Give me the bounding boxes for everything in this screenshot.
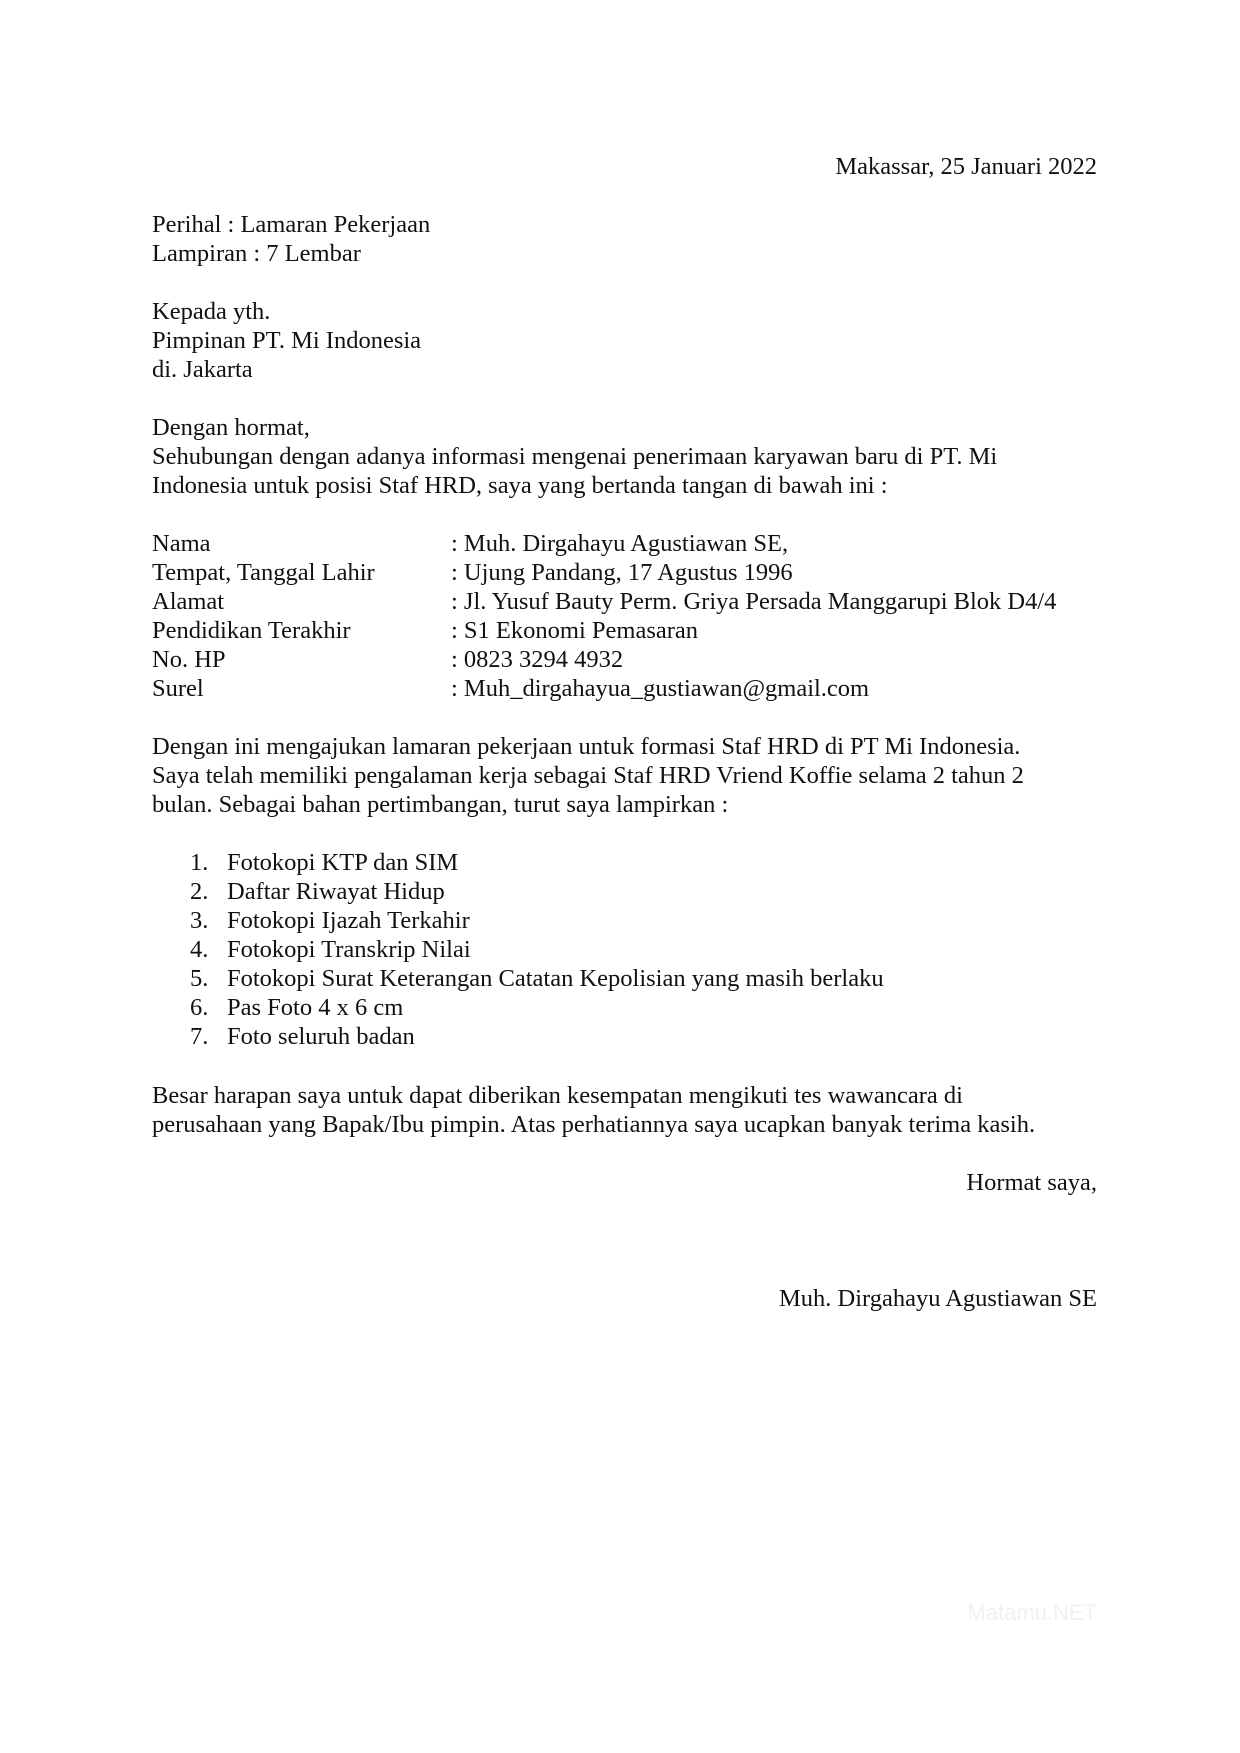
watermark: Matamu.NET — [967, 1600, 1097, 1625]
salutation: Hormat saya, — [966, 1169, 1097, 1196]
list-number: 5. — [190, 965, 209, 992]
list-text: Fotokopi KTP dan SIM — [227, 849, 459, 876]
info-row-birth — [152, 558, 1092, 587]
list-text: Daftar Riwayat Hidup — [227, 878, 445, 905]
info-label: Alamat — [152, 588, 225, 615]
list-item — [152, 1022, 1092, 1051]
info-value: : Ujung Pandang, 17 Agustus 1996 — [451, 559, 793, 586]
list-text: Fotokopi Transkrip Nilai — [227, 936, 471, 963]
list-number: 7. — [190, 1023, 209, 1050]
list-text: Fotokopi Ijazah Terkahir — [227, 907, 470, 934]
intro-line-2: Indonesia untuk posisi Staf HRD, saya yang bertanda tangan di bawah ini : — [152, 472, 888, 499]
list-number: 2. — [190, 878, 209, 905]
info-row-name — [152, 529, 1092, 558]
list-item — [152, 877, 1092, 906]
body-line-2: Saya telah memiliki pengalaman kerja sebagai Staf HRD Vriend Koffie selama 2 tahun 2 — [152, 762, 1024, 789]
info-value: : S1 Ekonomi Pemasaran — [451, 617, 699, 644]
recipient-line-2: Pimpinan PT. Mi Indonesia — [152, 327, 422, 354]
info-value: : Muh. Dirgahayu Agustiawan SE, — [451, 530, 789, 557]
info-label: Surel — [152, 675, 204, 702]
signature-name: Muh. Dirgahayu Agustiawan SE — [778, 1285, 1097, 1312]
info-label: No. HP — [152, 646, 226, 673]
place-date: Makassar, 25 Januari 2022 — [835, 153, 1097, 180]
info-label: Nama — [152, 530, 211, 557]
info-row-phone — [152, 645, 1092, 674]
body-line-1: Dengan ini mengajukan lamaran pekerjaan untuk formasi Staf HRD di PT Mi Indonesia. — [152, 733, 1021, 760]
attachment-list — [152, 848, 1092, 1051]
info-row-address — [152, 587, 1092, 616]
list-text: Pas Foto 4 x 6 cm — [227, 994, 404, 1021]
recipient-line-1: Kepada yth. — [152, 298, 271, 325]
info-row-education — [152, 616, 1092, 645]
info-value: : Muh_dirgahayua_gustiawan@gmail.com — [451, 675, 870, 702]
attachment-count-line: Lampiran : 7 Lembar — [152, 240, 361, 267]
info-row-email — [152, 674, 1092, 703]
subject-line: Perihal : Lamaran Pekerjaan — [152, 211, 431, 238]
closing-line-1: Besar harapan saya untuk dapat diberikan kesempatan mengikuti tes wawancara di — [152, 1082, 963, 1109]
list-number: 4. — [190, 936, 209, 963]
info-value: : 0823 3294 4932 — [451, 646, 624, 673]
list-item — [152, 848, 1092, 877]
list-item — [152, 935, 1092, 964]
list-text: Foto seluruh badan — [227, 1023, 415, 1050]
list-number: 6. — [190, 994, 209, 1021]
list-item — [152, 964, 1092, 993]
applicant-info — [152, 529, 1092, 703]
recipient-line-3: di. Jakarta — [152, 356, 253, 383]
body-line-3: bulan. Sebagai bahan pertimbangan, turut saya lampirkan : — [152, 791, 729, 818]
closing-line-2: perusahaan yang Bapak/Ibu pimpin. Atas perhatiannya saya ucapkan banyak terima kasih. — [152, 1111, 1036, 1138]
list-text: Fotokopi Surat Keterangan Catatan Kepolisian yang masih berlaku — [227, 965, 884, 992]
list-number: 1. — [190, 849, 209, 876]
list-item — [152, 906, 1092, 935]
list-item — [152, 993, 1092, 1022]
greeting: Dengan hormat, — [152, 414, 310, 441]
list-number: 3. — [190, 907, 209, 934]
info-value: : Jl. Yusuf Bauty Perm. Griya Persada Manggarupi Blok D4/4 — [451, 588, 1057, 615]
info-label: Pendidikan Terakhir — [152, 617, 351, 644]
info-label: Tempat, Tanggal Lahir — [152, 559, 375, 586]
intro-line-1: Sehubungan dengan adanya informasi mengenai penerimaan karyawan baru di PT. Mi — [152, 443, 998, 470]
